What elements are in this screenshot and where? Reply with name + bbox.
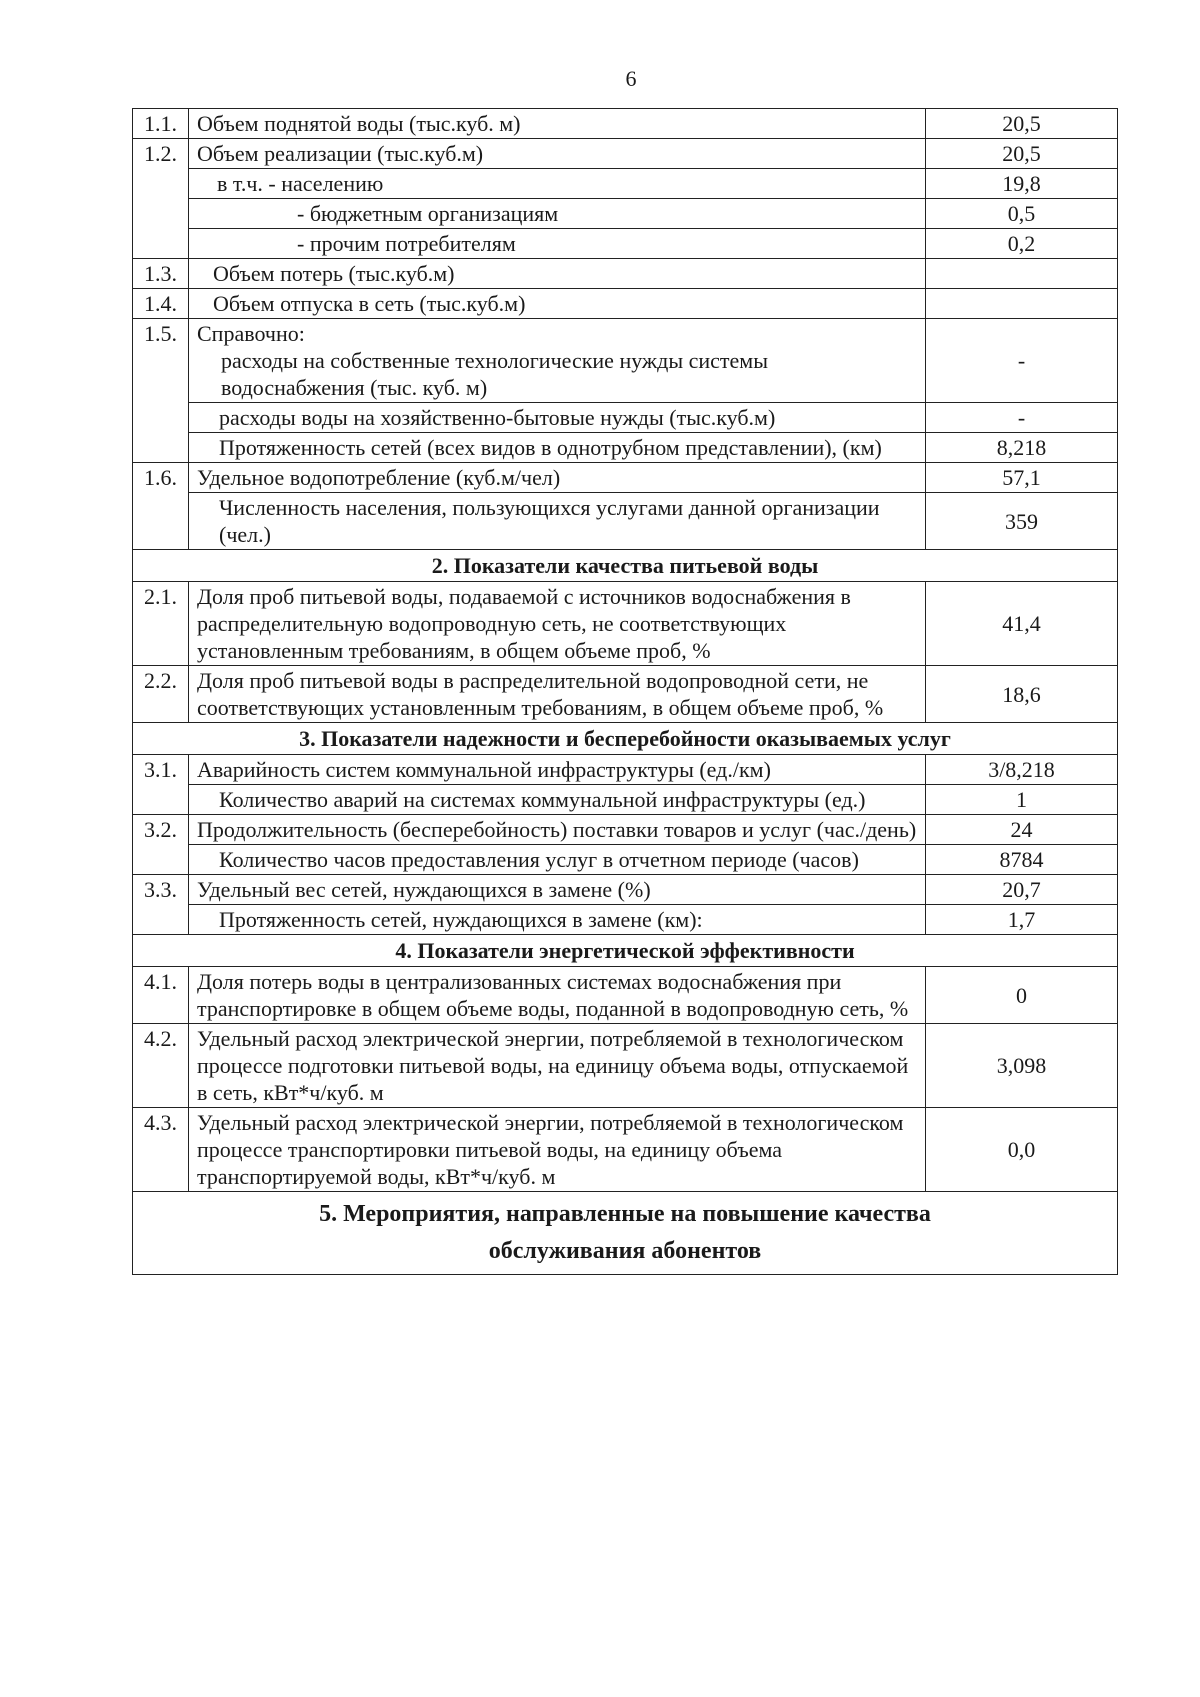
row-label: Протяженность сетей, нуждающихся в замене (км): — [189, 905, 926, 935]
table-row — [133, 582, 1118, 666]
row-label: Доля проб питьевой воды в распределительной водопроводной сети, не соответствующих установленным требованиям, в общем объеме проб, % — [189, 666, 926, 723]
table-row — [133, 403, 1118, 433]
row-value: 3/8,218 — [926, 755, 1118, 785]
row-label: - бюджетным организациям — [189, 199, 926, 229]
section-heading: 3. Показатели надежности и бесперебойности оказываемых услуг — [133, 723, 1118, 755]
row-label: Объем отпуска в сеть (тыс.куб.м) — [189, 289, 926, 319]
table-row — [133, 463, 1118, 493]
row-number: 1.3. — [133, 259, 189, 289]
row-number: 3.3. — [133, 875, 189, 935]
row-label: Удельный вес сетей, нуждающихся в замене (%) — [189, 875, 926, 905]
row-label-text: расходы на собственные технологические нужды системы водоснабжения (тыс. куб. м) — [221, 348, 768, 400]
table-row — [133, 815, 1118, 845]
row-number: 3.2. — [133, 815, 189, 875]
table-row — [133, 875, 1118, 905]
row-value: - — [926, 319, 1118, 403]
row-label — [189, 319, 926, 403]
table-row — [133, 905, 1118, 935]
row-label: Объем потерь (тыс.куб.м) — [189, 259, 926, 289]
table-row — [133, 666, 1118, 723]
row-number: 4.1. — [133, 967, 189, 1024]
row-number: 1.2. — [133, 139, 189, 259]
table-row — [133, 845, 1118, 875]
table-row — [133, 1108, 1118, 1192]
table-row — [133, 1024, 1118, 1108]
row-label: Аварийность систем коммунальной инфраструктуры (ед./км) — [189, 755, 926, 785]
section-row — [133, 550, 1118, 582]
section-heading — [133, 1192, 1118, 1275]
row-number: 2.1. — [133, 582, 189, 666]
table-row — [133, 785, 1118, 815]
row-label: - прочим потребителям — [189, 229, 926, 259]
row-value: 8,218 — [926, 433, 1118, 463]
table-row — [133, 755, 1118, 785]
row-label: Доля проб питьевой воды, подаваемой с источников водоснабжения в распределительную водопроводную сеть, не соответствующих установленным требованиям, в общем объеме проб, % — [189, 582, 926, 666]
row-value: 1,7 — [926, 905, 1118, 935]
row-value: 41,4 — [926, 582, 1118, 666]
row-label: Объем реализации (тыс.куб.м) — [189, 139, 926, 169]
row-value: 18,6 — [926, 666, 1118, 723]
row-value: 24 — [926, 815, 1118, 845]
row-label: Удельное водопотребление (куб.м/чел) — [189, 463, 926, 493]
row-value: 8784 — [926, 845, 1118, 875]
row-label: Объем поднятой воды (тыс.куб. м) — [189, 109, 926, 139]
table-row — [133, 199, 1118, 229]
row-label: Численность населения, пользующихся услугами данной организации (чел.) — [189, 493, 926, 550]
row-value: 20,5 — [926, 139, 1118, 169]
row-number: 1.6. — [133, 463, 189, 550]
row-label: Продолжительность (бесперебойность) поставки товаров и услуг (час./день) — [189, 815, 926, 845]
row-number: 4.3. — [133, 1108, 189, 1192]
table-row — [133, 319, 1118, 403]
section-row — [133, 1192, 1118, 1275]
row-value: 20,7 — [926, 875, 1118, 905]
row-number: 3.1. — [133, 755, 189, 815]
row-value — [926, 289, 1118, 319]
row-value: 359 — [926, 493, 1118, 550]
row-value: 0,2 — [926, 229, 1118, 259]
row-value: 0 — [926, 967, 1118, 1024]
row-value: 57,1 — [926, 463, 1118, 493]
page-number: 6 — [625, 66, 637, 91]
table-row — [133, 967, 1118, 1024]
table-row — [133, 433, 1118, 463]
row-value: 0,0 — [926, 1108, 1118, 1192]
table-row — [133, 289, 1118, 319]
row-value — [926, 259, 1118, 289]
row-number: 2.2. — [133, 666, 189, 723]
indicators-table — [132, 108, 1118, 1275]
row-label: в т.ч. - населению — [189, 169, 926, 199]
section-heading: 2. Показатели качества питьевой воды — [133, 550, 1118, 582]
row-value: - — [926, 403, 1118, 433]
row-label: Количество часов предоставления услуг в отчетном периоде (часов) — [189, 845, 926, 875]
section-row — [133, 935, 1118, 967]
row-value: 1 — [926, 785, 1118, 815]
row-value: 0,5 — [926, 199, 1118, 229]
section-heading-line1: 5. Мероприятия, направленные на повышение качества — [319, 1201, 931, 1227]
row-label: Количество аварий на системах коммунальной инфраструктуры (ед.) — [189, 785, 926, 815]
row-value: 3,098 — [926, 1024, 1118, 1108]
row-label: Протяженность сетей (всех видов в однотрубном представлении), (км) — [189, 433, 926, 463]
table-row — [133, 109, 1118, 139]
table-row — [133, 259, 1118, 289]
indicators-table-container — [132, 108, 1118, 1275]
reference-heading: Справочно: — [197, 321, 305, 346]
section-heading-line2: обслуживания абонентов — [488, 1238, 762, 1264]
section-heading: 4. Показатели энергетической эффективности — [133, 935, 1118, 967]
row-label: Удельный расход электрической энергии, потребляемой в технологическом процессе транспортировки питьевой воды, на единицу объема транспортируемой воды, кВт*ч/куб. м — [189, 1108, 926, 1192]
table-row — [133, 139, 1118, 169]
row-number: 1.5. — [133, 319, 189, 463]
row-number: 4.2. — [133, 1024, 189, 1108]
row-value: 19,8 — [926, 169, 1118, 199]
row-label: расходы воды на хозяйственно-бытовые нужды (тыс.куб.м) — [189, 403, 926, 433]
row-label: Доля потерь воды в централизованных системах водоснабжения при транспортировке в общем объеме воды, поданной в водопроводную сеть, % — [189, 967, 926, 1024]
table-row — [133, 229, 1118, 259]
row-number: 1.1. — [133, 109, 189, 139]
row-value: 20,5 — [926, 109, 1118, 139]
row-number: 1.4. — [133, 289, 189, 319]
section-row — [133, 723, 1118, 755]
row-label: Удельный расход электрической энергии, потребляемой в технологическом процессе подготовки питьевой воды, на единицу объема воды, отпускаемой в сеть, кВт*ч/куб. м — [189, 1024, 926, 1108]
table-row — [133, 493, 1118, 550]
table-row — [133, 169, 1118, 199]
